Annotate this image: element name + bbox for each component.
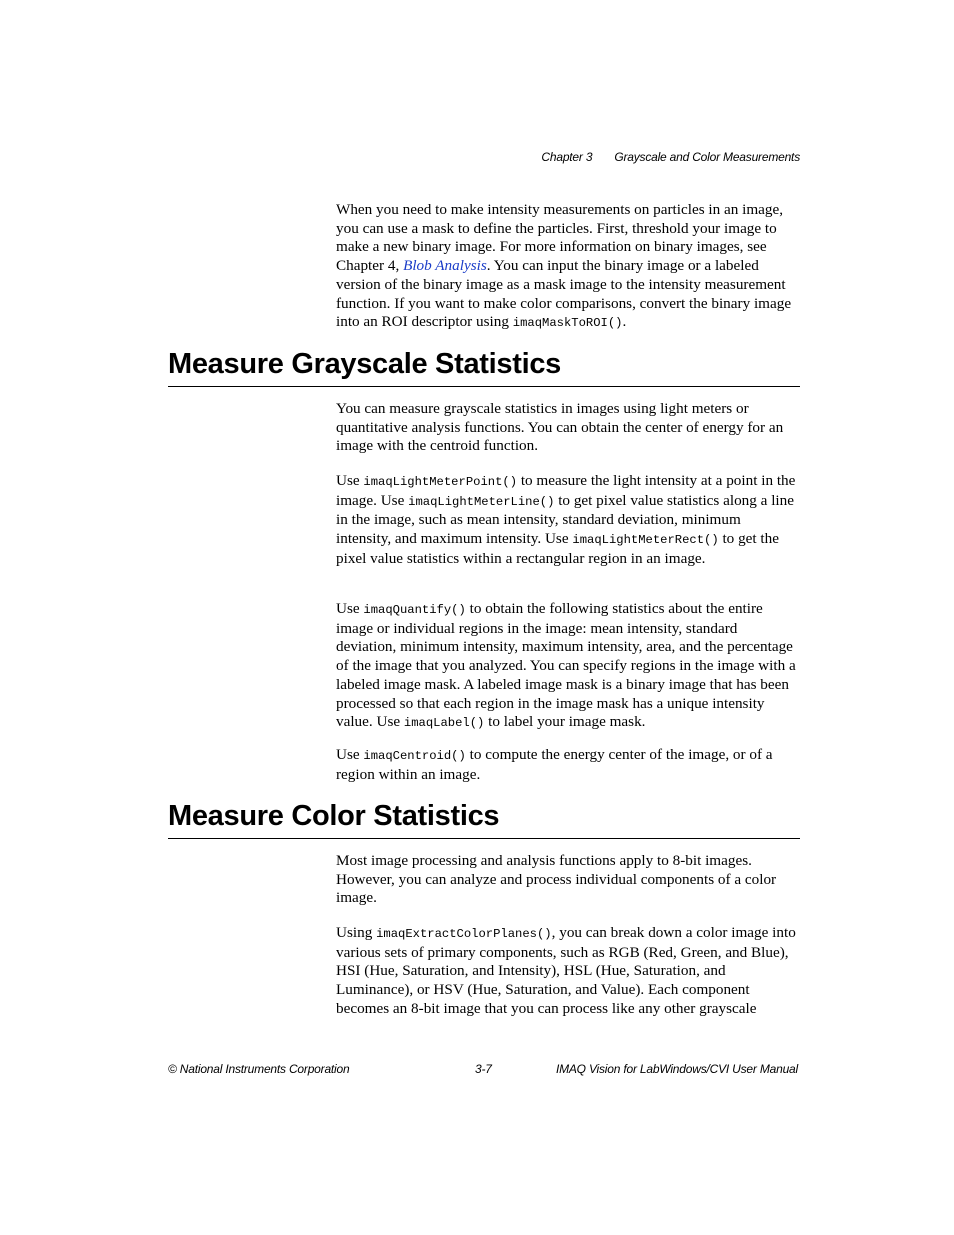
code-imaqCentroid: imaqCentroid(): [363, 749, 466, 763]
p2-text-3: to get pixel value statistics along a line in the image, such as mean intensity, standard deviation, minimum intensity, and maximum intensity. Use: [336, 491, 794, 548]
code-imaqQuantify: imaqQuantify(): [363, 603, 466, 617]
intro-text-2: . You can input the binary image or a labeled version of the binary image as a mask image to the intensity measurement function. If you want to make color comparisons, convert the binary image into an ROI descriptor using: [336, 257, 792, 331]
grayscale-paragraph-2: [336, 472, 798, 569]
color-p2-text-1: Using: [336, 924, 377, 941]
blob-analysis-link[interactable]: Blob Analysis: [403, 257, 487, 275]
footer-copyright: © National Instruments Corporation: [168, 1062, 350, 1076]
grayscale-paragraph-1: [336, 400, 798, 456]
p2-text-1: Use: [336, 472, 364, 489]
code-imaqExtractColorPlanes: imaqExtractColorPlanes(): [376, 927, 552, 941]
footer-page-number: 3-7: [475, 1062, 492, 1076]
code-imaqLabel: imaqLabel(): [403, 716, 485, 731]
p4-text-2: to compute the energy center of the image, or of a region within an image.: [336, 746, 773, 783]
color-paragraph-2: [336, 924, 798, 1019]
grayscale-paragraph-4: [336, 746, 798, 784]
code-imaqLightMeterPoint: imaqLightMeterPoint(): [363, 475, 518, 489]
intro-paragraph: [336, 201, 798, 333]
p2-text-2: to measure the light intensity at a point in the image. Use: [336, 472, 796, 509]
grayscale-paragraph-3: [336, 600, 798, 733]
chapter-label: Chapter 3: [541, 150, 593, 164]
p3-text-1: Use: [336, 600, 364, 617]
grayscale-p1-text: You can measure grayscale statistics in images using light meters or quantitative analysis functions. You can obtain the center of energy for an image with the centroid function.: [336, 400, 784, 455]
color-paragraph-1: [336, 852, 798, 908]
p4-text-1: Use: [336, 746, 364, 763]
intro-text-3: .: [622, 313, 627, 331]
color-p1-text: Most image processing and analysis functions apply to 8-bit images. However, you can analyze and process individual components of a color image.: [336, 852, 777, 907]
chapter-title: Grayscale and Color Measurements: [614, 150, 800, 164]
p3-text-2: to obtain the following statistics about the entire image or individual regions in the image: mean intensity, standard deviation, minimum intensity, maximum intensity, area, and the percentage of the image that you analyzed. You can specify regions in the image with a labeled image mask. A labeled image mask is a binary image that has been processed so that each region in the image mask has a unique intensity value. Use: [336, 600, 796, 731]
color-p2-text-2: , you can break down a color image into various sets of primary components, such as RGB (Red, Green, and Blue), HSI (Hue, Saturation, and Intensity), HSL (Hue, Saturation, and Luminance), or HSV (Hue, Saturation, and Value). Each component becomes an 8-bit image that you can process like any other grayscale: [336, 924, 796, 1017]
section-heading-grayscale: Measure Grayscale Statistics: [168, 348, 800, 387]
p3-text-3: to label your image mask.: [484, 713, 646, 731]
footer-manual-title: IMAQ Vision for LabWindows/CVI User Manual: [555, 1062, 798, 1076]
section-heading-color: Measure Color Statistics: [168, 800, 800, 839]
code-imaqLightMeterRect: imaqLightMeterRect(): [572, 533, 719, 548]
p2-text-4: to get the pixel value statistics within a rectangular region in an image.: [336, 530, 779, 567]
code-imaqLightMeterLine: imaqLightMeterLine(): [408, 494, 555, 509]
code-imaqMaskToROI: imaqMaskToROI(): [512, 316, 623, 331]
intro-text-1: When you need to make intensity measurements on particles in an image, you can use a mask to define the particles. First, threshold your image to make a new binary image. For more information on binary images, see Chapter 4,: [336, 201, 784, 275]
running-header: [541, 150, 800, 164]
